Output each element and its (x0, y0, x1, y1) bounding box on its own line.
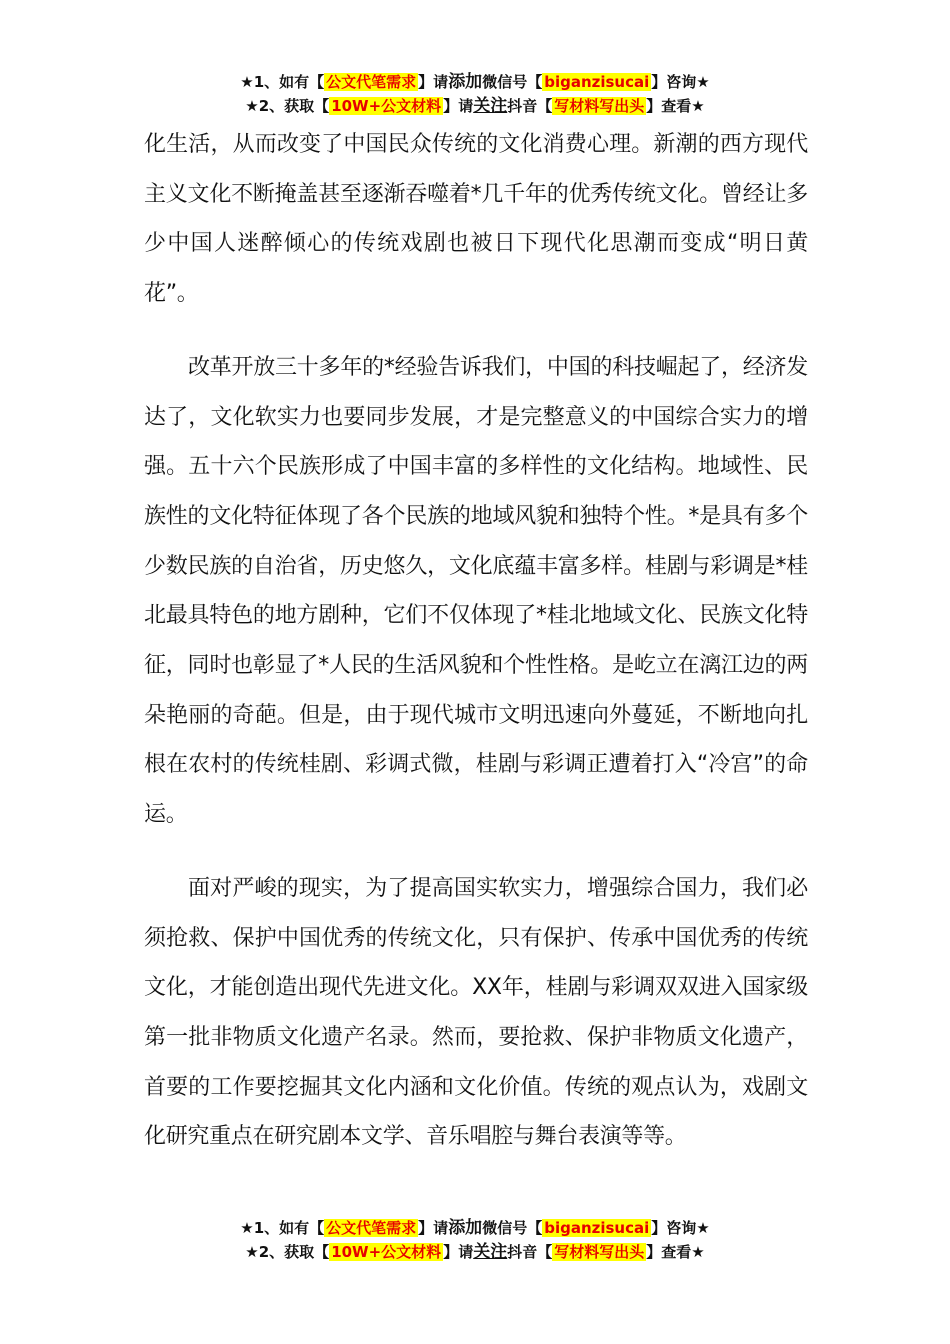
emphasis-text: 添加 (448, 1218, 483, 1238)
banner-text: ★1、如有【 (240, 1219, 325, 1237)
banner-line-2 (0, 94, 950, 118)
highlight-service: 公文代笔需求 (326, 73, 417, 91)
highlight-service: 公文代笔需求 (326, 1219, 417, 1237)
highlight-douyin-account: 写材料写出头 (554, 97, 645, 115)
banner-text: 】查看★ (646, 1243, 705, 1261)
footer-banner (0, 1216, 950, 1264)
banner-text: 微信号【 (482, 73, 543, 91)
banner-text: 】咨询★ (651, 73, 710, 91)
banner-text: ★2、获取【 (245, 1243, 330, 1261)
banner-text: 】请 (418, 1219, 449, 1237)
paragraph-spacer (144, 840, 808, 864)
document-body (144, 120, 808, 1162)
banner-text: 】咨询★ (651, 1219, 710, 1237)
banner-text: 抖音【 (507, 97, 553, 115)
highlight-materials: 10W+公文材料 (331, 97, 442, 115)
highlight-douyin-account: 写材料写出头 (554, 1243, 645, 1261)
emphasis-text: 关注 (473, 96, 508, 116)
banner-line-2 (0, 1240, 950, 1264)
banner-line-1 (0, 1216, 950, 1240)
paragraph: 化生活，从而改变了中国民众传统的文化消费心理。新潮的西方现代主义文化不断掩盖甚至逐渐吞噬着*几千年的优秀传统文化。曾经让多少中国人迷醉倾心的传统戏剧也被日下现代化思潮而变成“明日黄花”。 (144, 132, 808, 307)
emphasis-text: 关注 (473, 1242, 508, 1262)
highlight-wechat-id: biganzisucai (544, 1219, 650, 1237)
highlight-wechat-id: biganzisucai (544, 73, 650, 91)
banner-text: 微信号【 (482, 1219, 543, 1237)
banner-text: 】请 (443, 97, 474, 115)
banner-text: 】查看★ (646, 97, 705, 115)
banner-text: 】请 (443, 1243, 474, 1261)
header-banner (0, 70, 950, 118)
banner-text: 抖音【 (507, 1243, 553, 1261)
paragraph: 改革开放三十多年的*经验告诉我们，中国的科技崛起了，经济发达了，文化软实力也要同步发展，才是完整意义的中国综合实力的增强。五十六个民族形成了中国丰富的多样性的文化结构。地域性、民族性的文化特征体现了各个民族的地域风貌和独特个性。*是具有多个少数民族的自治省，历史悠久，文化底蕴丰富多样。桂剧与彩调是*桂北最具特色的地方剧种，它们不仅体现了*桂北地域文化、民族文化特征，同时也彰显了*人民的生活风貌和个性性格。是屹立在漓江边的两朵艳丽的奇葩。但是，由于现代城市文明迅速向外蔓延，不断地向扎根在农村的传统桂剧、彩调式微，桂剧与彩调正遭着打入“冷宫”的命运。 (144, 354, 808, 828)
banner-line-1 (0, 70, 950, 94)
highlight-materials: 10W+公文材料 (331, 1243, 442, 1261)
paragraph-spacer (144, 319, 808, 343)
emphasis-text: 添加 (448, 72, 483, 92)
banner-text: ★2、获取【 (245, 97, 330, 115)
banner-text: ★1、如有【 (240, 73, 325, 91)
paragraph: 面对严峻的现实，为了提高国实软实力，增强综合国力，我们必须抢救、保护中国优秀的传统文化，只有保护、传承中国优秀的传统文化，才能创造出现代先进文化。XX年，桂剧与彩调双双进入国家级第一批非物质文化遗产名录。然而，要抢救、保护非物质文化遗产，首要的工作要挖掘其文化内涵和文化价值。传统的观点认为，戏剧文化研究重点在研究剧本文学、音乐唱腔与舞台表演等等。 (144, 875, 808, 1150)
banner-text: 】请 (418, 73, 449, 91)
